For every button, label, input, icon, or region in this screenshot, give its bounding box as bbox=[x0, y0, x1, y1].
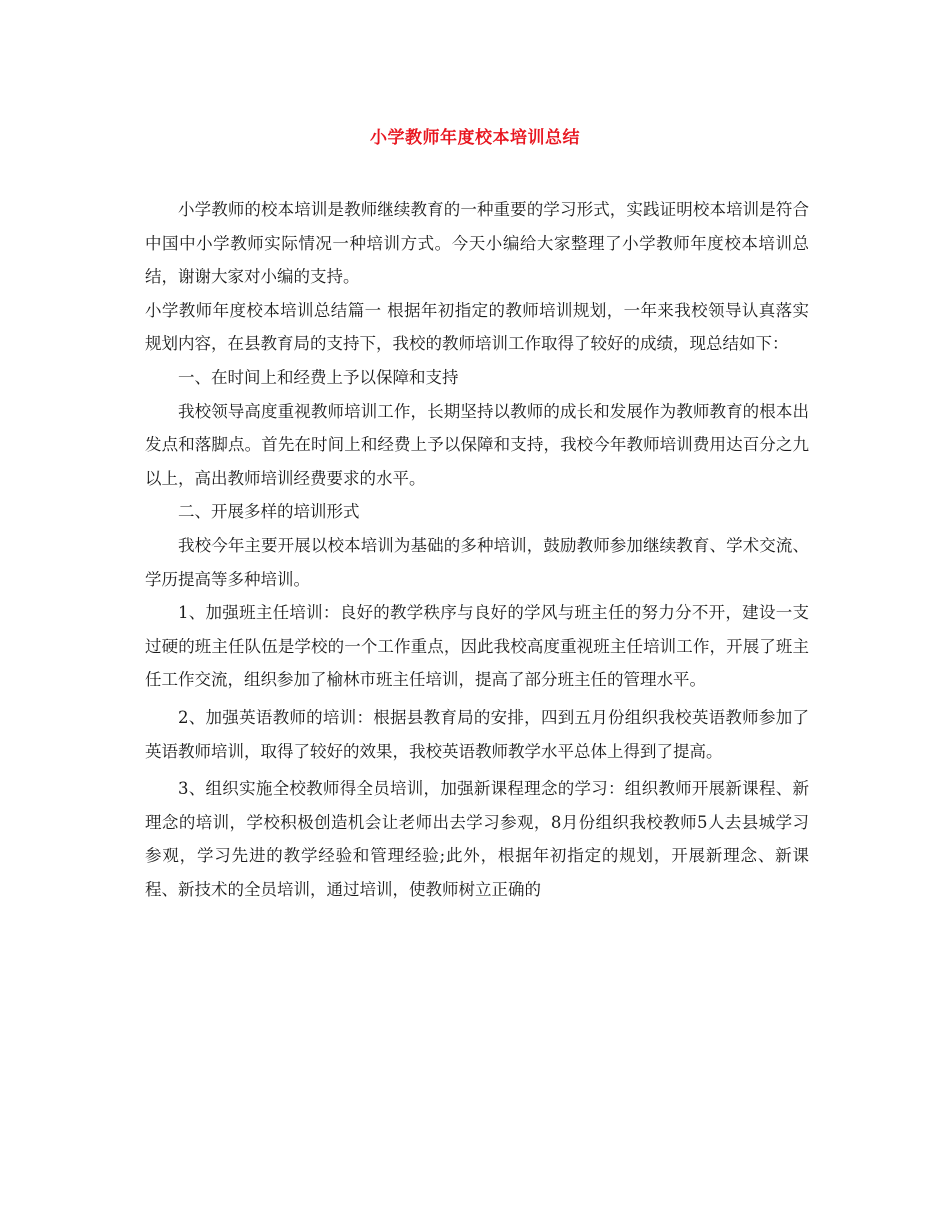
list-item-1: 1、加强班主任培训：良好的教学秩序与良好的学风与班主任的努力分不开，建设一支过硬的班主任队伍是学校的一个工作重点，因此我校高度重视班主任培训工作，开展了班主任工作交流，组织参加了榆林市班主任培训，提高了部分班主任的管理水平。 bbox=[145, 603, 809, 690]
document-body bbox=[145, 193, 809, 906]
list-item-3: 3、组织实施全校教师得全员培训，加强新课程理念的学习：组织教师开展新课程、新理念的培训，学校积极创造机会让老师出去学习参观，8月份组织我校教师5人去县城学习参观，学习先进的教学经验和管理经验;此外，根据年初指定的规划，开展新理念、新课程、新技术的全员培训，通过培训，使教师树立正确的 bbox=[145, 779, 809, 899]
heading-1: 一、在时间上和经费上予以保障和支持 bbox=[178, 367, 459, 387]
paragraph-1: 我校领导高度重视教师培训工作，长期坚持以教师的成长和发展作为教师教育的根本出发点和落脚点。首先在时间上和经费上予以保障和支持，我校今年教师培训费用达百分之九以上，高出教师培训经费要求的水平。 bbox=[145, 401, 809, 488]
intro-paragraph: 小学教师的校本培训是教师继续教育的一种重要的学习形式，实践证明校本培训是符合中国中小学教师实际情况一种培训方式。今天小编给大家整理了小学教师年度校本培训总结，谢谢大家对小编的支持。 bbox=[145, 200, 809, 287]
section-lead-paragraph bbox=[145, 294, 809, 361]
heading-2: 二、开展多样的培训形式 bbox=[178, 502, 360, 522]
section-lead-text: 根据年初指定的教师培训规划，一年来我校领导认真落实规划内容，在县教育局的支持下，我校的教师培训工作取得了较好的成绩，现总结如下： bbox=[145, 300, 810, 354]
paragraph-2: 我校今年主要开展以校本培训为基础的多种培训，鼓励教师参加继续教育、学术交流、学历提高等多种培训。 bbox=[145, 535, 809, 589]
list-item-2: 2、加强英语教师的培训：根据县教育局的安排，四到五月份组织我校英语教师参加了英语教师培训，取得了较好的效果，我校英语教师教学水平总体上得到了提高。 bbox=[145, 707, 809, 761]
section-title: 小学教师年度校本培训总结篇一 bbox=[145, 300, 382, 320]
document-title: 小学教师年度校本培训总结 bbox=[370, 128, 580, 148]
